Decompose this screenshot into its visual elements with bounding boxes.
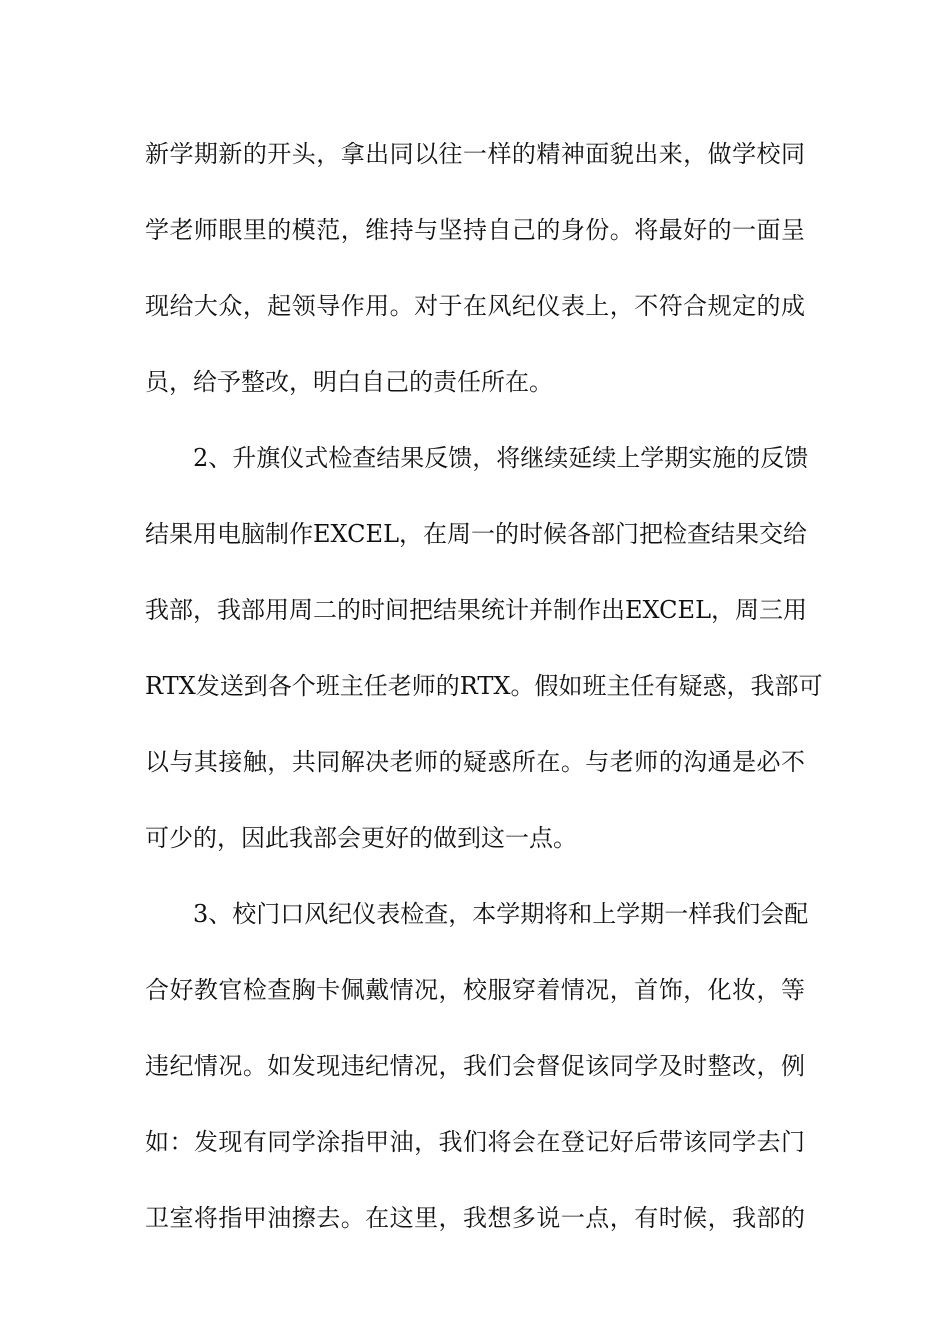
text-line: 卫室将指甲油擦去。在这里，我想多说一点，有时候，我部的 [145, 1204, 805, 1232]
text-line: 学老师眼里的模范，维持与坚持自己的身份。将最好的一面呈 [145, 216, 805, 244]
text-line: RTX发送到各个班主任老师的RTX。假如班主任有疑惑，我部可 [145, 672, 823, 700]
text-line: 我部，我部用周二的时间把结果统计并制作出EXCEL，周三用 [145, 596, 808, 624]
text-line: 如：发现有同学涂指甲油，我们将会在登记好后带该同学去门 [145, 1128, 805, 1156]
text-line: 可少的，因此我部会更好的做到这一点。 [145, 824, 577, 852]
text-line: 员，给予整改，明白自己的责任所在。 [145, 368, 553, 396]
text-line: 现给大众，起领导作用。对于在风纪仪表上，不符合规定的成 [145, 292, 805, 320]
text-line: 违纪情况。如发现违纪情况，我们会督促该同学及时整改，例 [145, 1052, 805, 1080]
text-line: 结果用电脑制作EXCEL，在周一的时候各部门把检查结果交给 [145, 520, 808, 548]
text-line: 新学期新的开头，拿出同以往一样的精神面貌出来，做学校同 [145, 140, 805, 168]
text-line: 以与其接触，共同解决老师的疑惑所在。与老师的沟通是必不 [145, 748, 805, 776]
body-text [145, 128, 823, 1268]
paragraph-2-start: 2、升旗仪式检查结果反馈，将继续延续上学期实施的反馈 [193, 444, 809, 472]
paragraph-3-start: 3、校门口风纪仪表检查，本学期将和上学期一样我们会配 [193, 900, 809, 928]
text-line: 合好教官检查胸卡佩戴情况，校服穿着情况，首饰，化妆，等 [145, 976, 805, 1004]
